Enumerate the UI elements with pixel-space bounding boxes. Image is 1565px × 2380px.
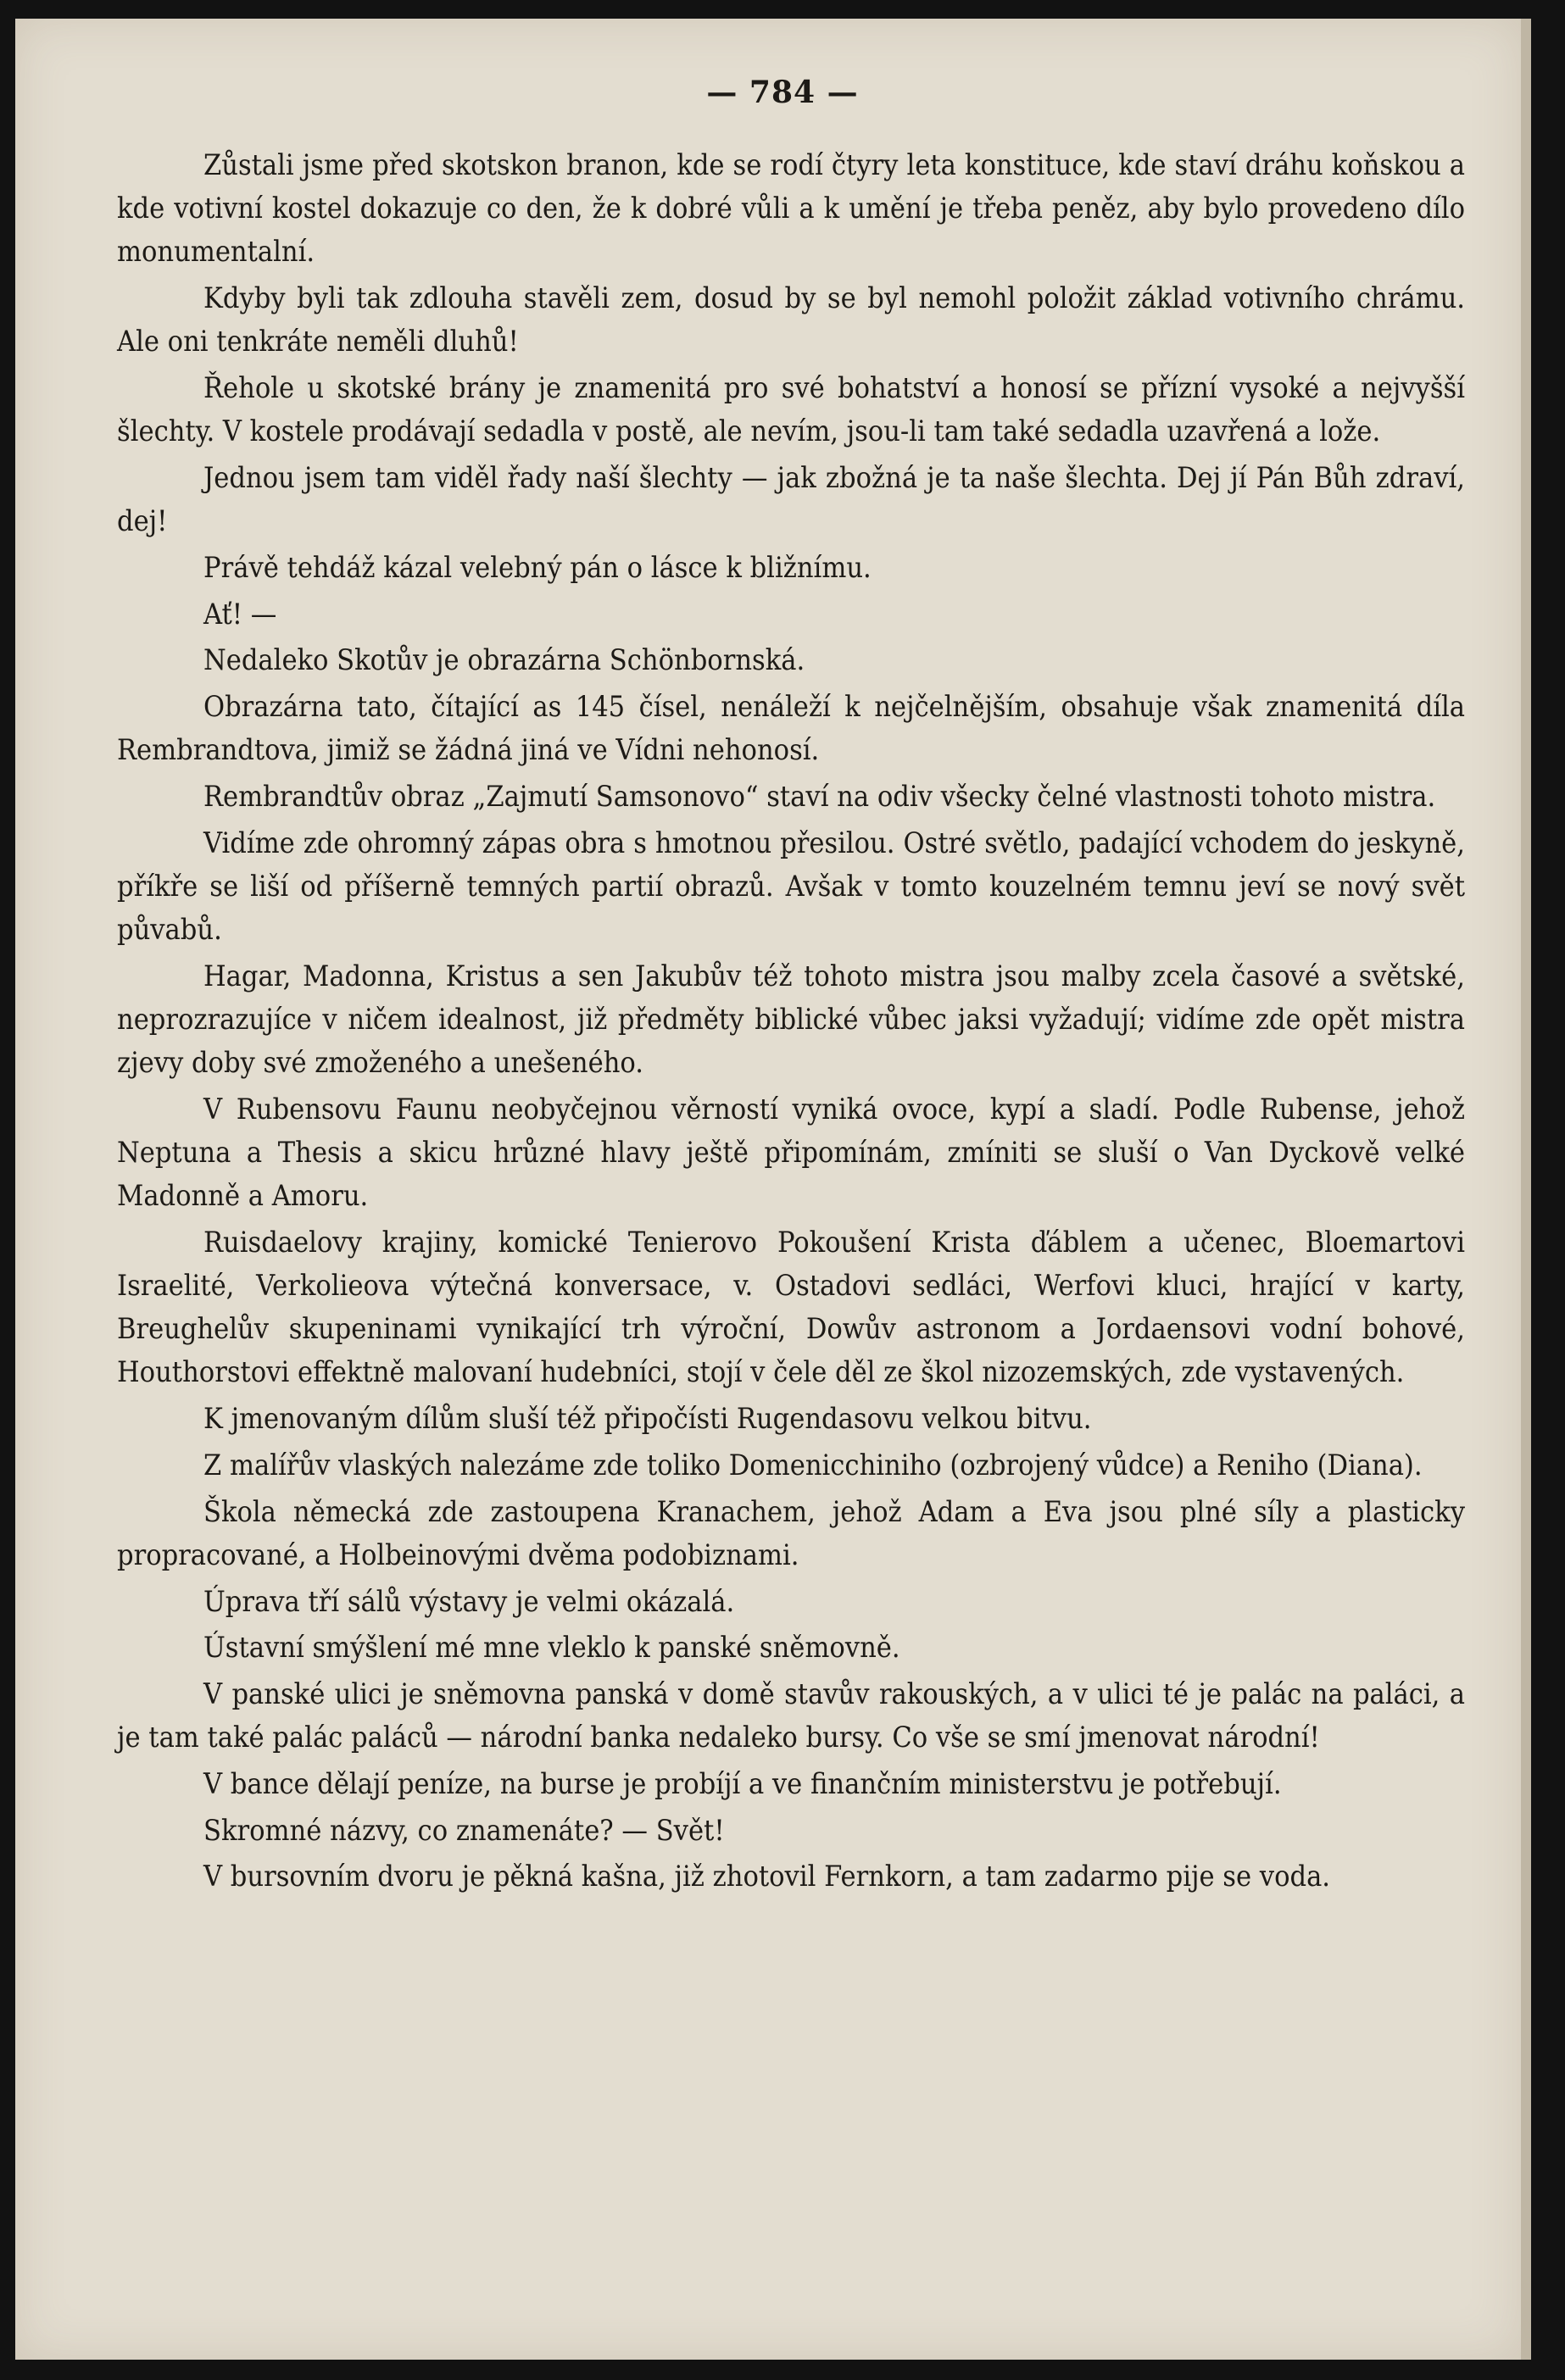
paragraph: Ruisdaelovy krajiny, komické Tenierovo Pokoušení Krista ďáblem a učenec, Bloemartovi Israelité, Verkolieova výtečná konversace, v. Ostadovi sedláci, Werfovi kluci, hrající v karty, Breughelův skupeninami vynikající trh výroční, Dowův astronom a Jordaensovi vodní bohové, Houthorstovi effektně malovaní hudebníci, stojí v čele děl ze škol nizozemských, zde vystavených. [117,1225,1465,1390]
paragraph: Obrazárna tato, čítající as 145 čísel, nenáleží k nejčelnějším, obsahuje však znamenitá díla Rembrandtova, jimiž se žádná jiná ve Vídni nehonosí. [117,689,1465,768]
paragraph: Nedaleko Skotův je obrazárna Schönbornská. [203,643,805,678]
paragraph: V bance dělají peníze, na burse je probíjí a ve finančním ministerstvu je potřebují. [203,1766,1282,1801]
paragraph: V panské ulici je sněmovna panská v domě stavův rakouských, a v ulici té je palác na paláci, a je tam také palác paláců — národní banka nedaleko bursy. Co vše se smí jmenovat národní! [117,1677,1465,1755]
paragraph: V Rubensovu Faunu neobyčejnou věrností vyniká ovoce, kypí a sladí. Podle Rubense, jehož Neptuna a Thesis a skicu hrůzné hlavy ještě připomínám, zmíniti se sluší o Van Dyckově velké Madonně a Amoru. [117,1092,1465,1214]
paragraph: V bursovním dvoru je pěkná kašna, již zhotovil Fernkorn, a tam zadarmo pije se voda. [203,1860,1331,1894]
paragraph: Ať! — [203,597,277,631]
paragraph: Rembrandtův obraz „Zajmutí Samsonovo“ staví na odiv všecky čelné vlastnosti tohoto mistra. [203,779,1436,814]
paragraph: K jmenovaným dílům sluší též připočísti Rugendasovu velkou bitvu. [203,1402,1092,1437]
page-edge [1521,19,1531,2360]
paragraph: Právě tehdáž kázal velebný pán o lásce k bližnímu. [203,550,872,585]
paragraph: Úprava tří sálů výstavy je velmi okázalá. [203,1584,735,1619]
paragraph: Řehole u skotské brány je znamenitá pro své bohatství a honosí se přízní vysoké a nejvyšší šlechty. V kostele prodávají sedadla v postě, ale nevím, jsou-li tam také sedadla uzavřená a lože. [117,371,1465,449]
paragraph: Z malířův vlaských nalezáme zde toliko Domenicchiniho (ozbrojený vůdce) a Reniho (Diana). [203,1448,1423,1482]
paragraph: Vidíme zde ohromný zápas obra s hmotnou přesilou. Ostré světlo, padající vchodem do jeskyně, příkře se liší od příšerně temných partií obrazů. Avšak v tomto kouzelném temnu jeví se nový svět půvabů. [117,826,1465,947]
paragraph: Škola německá zde zastoupena Kranachem, jehož Adam a Eva jsou plné síly a plasticky propracované, a Holbeinovými dvěma podobiznami. [117,1494,1465,1572]
paragraph: Jednou jsem tam viděl řady naší šlechty — jak zbožná je ta naše šlechta. Dej jí Pán Bůh zdraví, dej! [117,460,1465,539]
paragraph: Kdyby byli tak zdlouha stavěli zem, dosud by se byl nemohl položit základ votivního chrámu. Ale oni tenkráte neměli dluhů! [117,281,1465,359]
paragraph: Hagar, Madonna, Kristus a sen Jakubův též tohoto mistra jsou malby zcela časové a světské, neprozrazujíce v ničem idealnost, již předměty biblické vůbec jaksi vyžadují; vidíme zde opět mistra zjevy doby své zmoženého a unešeného. [117,959,1465,1081]
body-text [117,144,1465,1902]
paragraph: Ústavní smýšlení mé mne vleklo k panské sněmovně. [203,1631,900,1665]
paragraph: Zůstali jsme před skotskon branon, kde se rodí čtyry leta konstituce, kde staví dráhu koňskou a kde votivní kostel dokazuje co den, že k dobré vůli a k umění je třeba peněz, aby bylo provedeno dílo monumentalní. [117,148,1465,270]
paragraph: Skromné názvy, co znamenáte? — Svět! [203,1813,725,1848]
page-number: — 784 — [706,75,859,110]
